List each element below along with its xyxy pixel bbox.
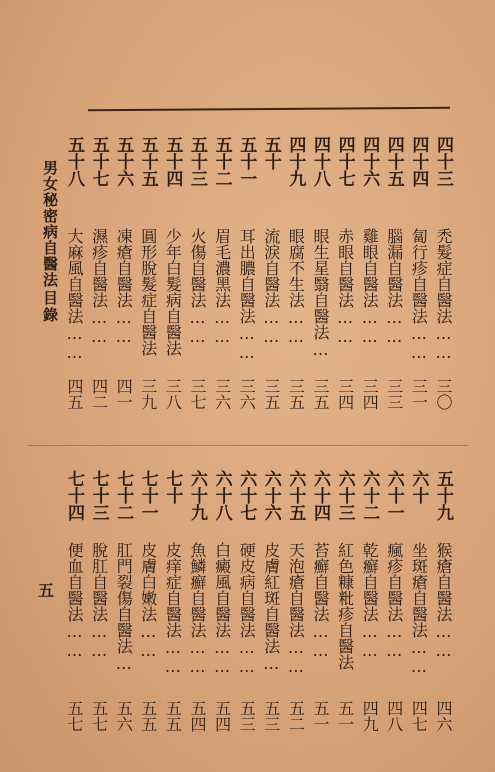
entry-page-number: 四二 <box>89 378 109 410</box>
entry-number: 六十七 <box>236 470 257 521</box>
entry-page-number: 三八 <box>163 378 183 410</box>
entry-number: 五十八 <box>64 136 84 187</box>
entry-page-number: 三六 <box>237 378 257 410</box>
entry-title[interactable]: 苔癬自醫法…… <box>311 542 330 660</box>
entry-number: 六十四 <box>310 470 330 521</box>
entry-number: 五十一 <box>236 136 257 187</box>
entry-page-number: 三〇 <box>434 378 453 410</box>
entry-page-number: 五四 <box>212 700 232 732</box>
entry-title[interactable]: 流淚自醫法…… <box>261 228 281 346</box>
entry-title[interactable]: 肛門裂傷自醫法… <box>114 542 134 673</box>
entry-page-number: 五三 <box>261 700 281 732</box>
entry-page-number: 五六 <box>114 700 134 732</box>
entry-title[interactable]: 坐斑瘡自醫法…… <box>409 542 429 676</box>
entry-title[interactable]: 脫肛自醫法…… <box>89 542 109 660</box>
entry-number: 六十 <box>408 470 429 504</box>
entry-title[interactable]: 腦漏自醫法…… <box>384 228 404 346</box>
entry-title[interactable]: 便血自醫法…… <box>65 542 84 660</box>
entry-title[interactable]: 硬皮病自醫法…… <box>237 542 257 676</box>
entry-page-number: 四五 <box>65 378 84 410</box>
entry-number: 四十六 <box>359 136 380 187</box>
entry-title[interactable]: 眉毛濃黑法…… <box>212 228 232 346</box>
entry-title[interactable]: 少年白髮病自醫法 <box>163 228 183 356</box>
entry-title[interactable]: 瘋疹自醫法…… <box>384 542 404 660</box>
entry-title[interactable]: 白癜風自醫法…… <box>212 542 232 676</box>
page-number: 五 <box>38 581 55 600</box>
entry-number: 六十三 <box>334 470 355 521</box>
entry-number: 七十三 <box>88 470 109 521</box>
entry-number: 七十 <box>162 470 183 504</box>
entry-number: 七十二 <box>113 470 134 521</box>
entry-page-number: 五五 <box>138 700 158 732</box>
entry-number: 七十四 <box>64 470 84 521</box>
entry-page-number: 三六 <box>212 378 232 410</box>
section-label: 目錄 <box>41 290 59 324</box>
entry-page-number: 四九 <box>360 700 380 732</box>
entry-title[interactable]: 魚鱗癬自醫法…… <box>188 542 207 676</box>
entry-title[interactable]: 天泡瘡自醫法…… <box>286 542 306 676</box>
entry-page-number: 三四 <box>360 378 380 410</box>
entry-page-number: 五一 <box>311 700 330 732</box>
entry-title[interactable]: 圓形脫髮症自醫法 <box>138 228 158 356</box>
entry-page-number: 三五 <box>286 378 306 410</box>
entry-page-number: 四七 <box>409 700 429 732</box>
entry-page-number: 三三 <box>384 378 404 410</box>
entry-number: 五十六 <box>113 136 134 187</box>
book-title: 男女秘密病自醫法 <box>41 160 59 288</box>
entry-number: 六十二 <box>359 470 380 521</box>
entry-number: 七十一 <box>137 470 158 521</box>
entry-page-number: 三五 <box>311 378 330 410</box>
entry-page-number: 三四 <box>335 378 355 410</box>
entry-number: 四十八 <box>310 136 330 187</box>
entry-page-number: 五四 <box>188 700 207 732</box>
entry-number: 六十六 <box>260 470 281 521</box>
entry-number: 五十九 <box>433 470 453 521</box>
entry-title[interactable]: 火傷自醫法…… <box>188 228 207 346</box>
entry-number: 四十五 <box>383 136 404 187</box>
entry-page-number: 五七 <box>65 700 84 732</box>
middle-fold <box>28 445 468 446</box>
entry-number: 五十五 <box>137 136 158 187</box>
entry-title[interactable]: 大麻風自醫法…… <box>65 228 84 362</box>
entry-number: 六十五 <box>285 470 306 521</box>
entry-number: 四十三 <box>433 136 453 187</box>
entry-page-number: 五二 <box>286 700 306 732</box>
entry-page-number: 三九 <box>138 378 158 410</box>
entry-title[interactable]: 匐行疹自醫法…… <box>409 228 429 362</box>
entry-number: 六十八 <box>211 470 232 521</box>
entry-page-number: 四一 <box>114 378 134 410</box>
entry-page-number: 三一 <box>409 378 429 410</box>
entry-title[interactable]: 赤眼自醫法…… <box>335 228 355 346</box>
entry-number: 六十九 <box>187 470 207 521</box>
entry-title[interactable]: 皮膚白嫩法…… <box>138 542 158 660</box>
entry-title[interactable]: 眼生星翳自醫法… <box>311 228 330 359</box>
entry-title[interactable]: 皮膚紅斑自醫法… <box>261 542 281 673</box>
entry-number: 四十四 <box>408 136 429 187</box>
entry-number: 四十七 <box>334 136 355 187</box>
entry-page-number: 五三 <box>237 700 257 732</box>
entry-number: 六十一 <box>383 470 404 521</box>
entry-title[interactable]: 禿髮症自醫法…… <box>434 228 453 362</box>
entry-page-number: 四八 <box>384 700 404 732</box>
entry-number: 五十七 <box>88 136 109 187</box>
entry-title[interactable]: 耳出膿自醫法…… <box>237 228 257 362</box>
entry-number: 五十四 <box>162 136 183 187</box>
entry-number: 五十 <box>260 136 281 170</box>
entry-page-number: 三七 <box>188 378 207 410</box>
entry-title[interactable]: 乾癬自醫法…… <box>360 542 380 660</box>
entry-title[interactable]: 凍瘡自醫法…… <box>114 228 134 346</box>
entry-page-number: 四六 <box>434 700 453 732</box>
entry-title[interactable]: 眼腐不生法…… <box>286 228 306 346</box>
entry-title[interactable]: 紅色糠粃疹自醫法 <box>335 542 355 670</box>
entry-page-number: 五五 <box>163 700 183 732</box>
entry-page-number: 五一 <box>335 700 355 732</box>
entry-number: 五十三 <box>187 136 207 187</box>
entry-number: 四十九 <box>285 136 306 187</box>
entry-page-number: 三五 <box>261 378 281 410</box>
entry-title[interactable]: 雞眼自醫法…… <box>360 228 380 346</box>
entry-title[interactable]: 皮痒症自醫法…… <box>163 542 183 676</box>
entry-number: 五十二 <box>211 136 232 187</box>
entry-page-number: 五七 <box>89 700 109 732</box>
entry-title[interactable]: 濕疹自醫法…… <box>89 228 109 346</box>
entry-title[interactable]: 猴瘡自醫法…… <box>434 542 453 660</box>
